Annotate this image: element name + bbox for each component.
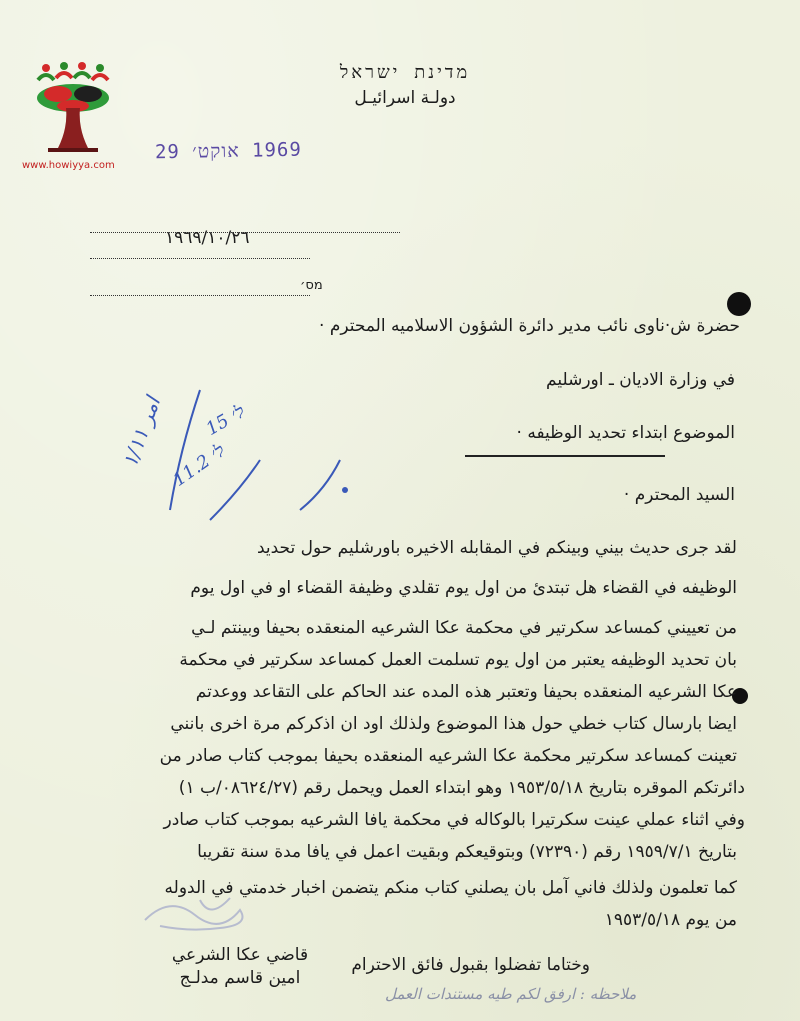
state-hebrew-heading: מדינת ישראל — [339, 62, 471, 83]
body-line: بان تحديد الوظيفه يعتبر من اول يوم تسلمت العمل كمساعد سكرتير في محكمة — [179, 650, 737, 670]
closing-line: وختاما تفضلوا بقبول فائق الاحترام — [351, 955, 590, 975]
handwritten-signature — [140, 890, 270, 935]
body-line: بتاريخ ١٩٥٩/٧/١ رقم (٧٢٣٩٠) وبتوقيعكم وبقيت اعمل في يافا مدة سنة تقريبا — [197, 842, 737, 862]
body-line: تعينت كمساعد سكرتير محكمة عكا الشرعيه المنعقده بحيفا بموجب كتاب صادر من — [159, 746, 737, 766]
body-line: ايضا بارسال كتاب خطي حول هذا الموضوع ولذلك اود ان اذكركم مرة اخرى بانني — [170, 714, 737, 734]
recipient-line: حضرة ش·ناوى نائب مدير دائرة الشؤون الاسلاميه المحترم · — [319, 316, 740, 336]
logo-url-text: www.howiyya.com — [22, 160, 115, 171]
punch-hole-top — [727, 292, 751, 316]
howiyya-logo — [18, 58, 128, 176]
body-line: دائرتكم الموقره بتاريخ ١٩٥٣/٥/١٨ وهو ابتداء العمل ويحمل رقم (٠٨٦٢٤/٢٧/ب ١) — [178, 778, 745, 798]
body-line: عكا الشرعيه المنعقده بحيفا وتعتبر هذه المده عند الحاكم على التقاعد ووعدتم — [195, 682, 737, 702]
body-line: من يوم ١٩٥٣/٥/١٨ — [604, 910, 737, 930]
salutation: السيد المحترم · — [623, 485, 735, 505]
hebrew-annotation: ל׳ 11.2 — [169, 440, 230, 491]
date-dotted-line-bottom — [90, 258, 310, 259]
arabic-annotation: امر ١/١١ — [117, 393, 166, 471]
hebrew-annotation: ל׳ 15 — [202, 401, 249, 440]
tree-logo-icon — [18, 58, 128, 158]
body-line: الوظيفه في القضاء هل تبتدئ من اول يوم تقلدي وظيفة القضاء او في اول يوم — [190, 578, 737, 598]
body-line: كما تعلمون ولذلك فاني آمل بان يصلني كتاب منكم يتضمن اخبار خدمتي في الدوله — [164, 878, 737, 898]
signature-name: امين قاسم مدلـج — [179, 968, 301, 988]
body-line: لقد جرى حديث بيني وبينكم في المقابله الاخيره باورشليم حول تحديد — [256, 538, 737, 558]
handwritten-marks — [140, 370, 380, 530]
recipient-ministry-line: في وزارة الاديان ـ اورشليم — [546, 370, 735, 390]
signature-title: قاضي عكا الشرعي — [171, 945, 309, 965]
reference-dotted-line — [90, 295, 310, 296]
subject-underline — [465, 455, 665, 457]
body-line: وفي اثناء عملي عينت سكرتيرا بالوكاله في محكمة يافا الشرعيه بموجب كتاب صادر — [163, 810, 745, 830]
margin-note: ملاحظه : ارفق لكم طيه مستندات العمل — [385, 985, 637, 1003]
subject-line: الموضوع ابتداء تحديد الوظيفه · — [516, 423, 735, 443]
state-arabic-heading: دولـة اسرائيـل — [354, 88, 456, 108]
body-line: من تعييني كمساعد سكرتير في محكمة عكا الشرعيه المنعقده بحيفا وبينتم لـي — [191, 618, 737, 638]
letter-date: ١٩٦٩/١٠/٢٦ — [165, 228, 250, 248]
reference-number-label: מס׳ — [300, 278, 323, 293]
date-stamp: 1969 אוקט׳ 29 — [154, 138, 303, 164]
